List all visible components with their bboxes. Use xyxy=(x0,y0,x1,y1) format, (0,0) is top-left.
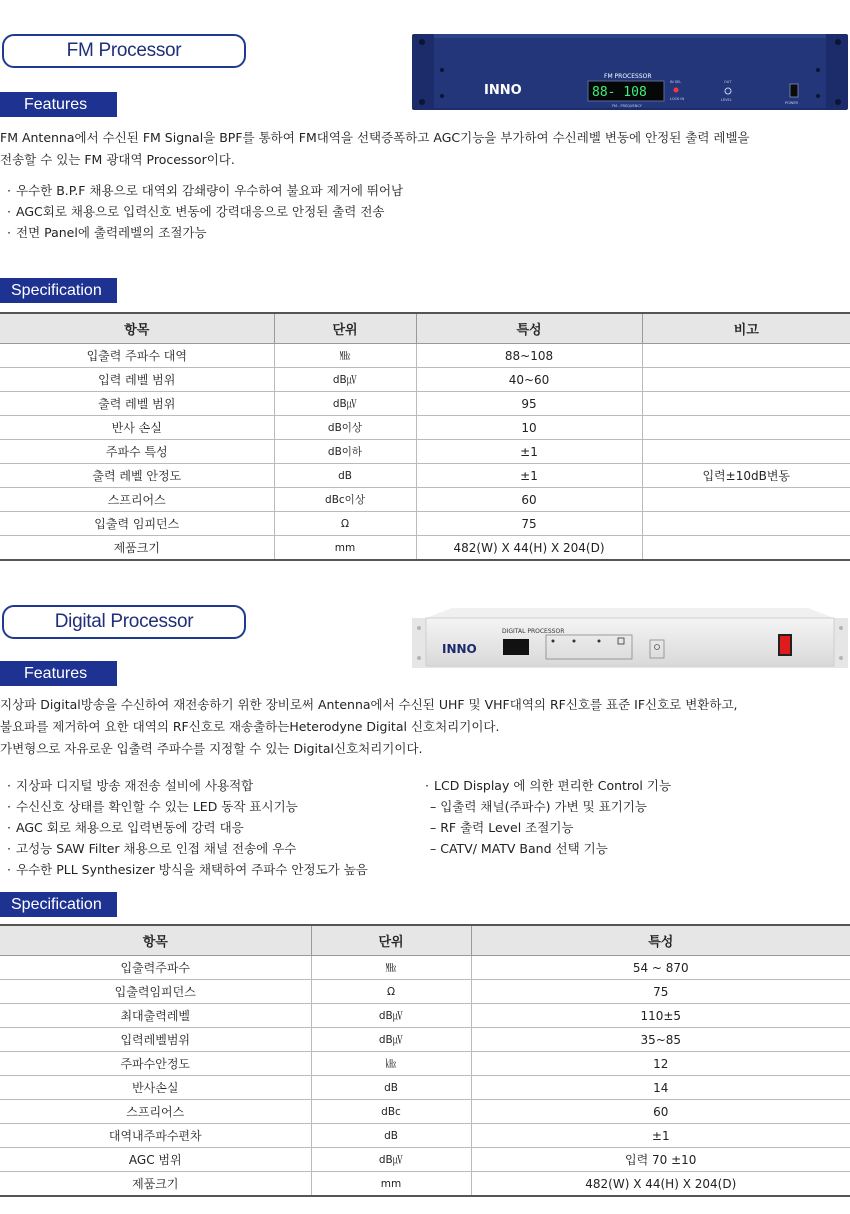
list-item: – CATV/ MATV Band 선택 기능 xyxy=(430,841,608,856)
table-cell: dB㎶ xyxy=(311,1148,471,1172)
column-header: 단위 xyxy=(311,925,471,956)
table-cell: 60 xyxy=(471,1100,850,1124)
table-row xyxy=(0,392,850,416)
table-cell: dB xyxy=(311,1124,471,1148)
table-cell: dB이하 xyxy=(274,440,416,464)
table-cell: 482(W) X 44(H) X 204(D) xyxy=(416,536,642,561)
fm-spec-table xyxy=(0,312,850,561)
table-row xyxy=(0,536,850,561)
table-cell xyxy=(642,440,850,464)
fm-power-switch-icon xyxy=(790,84,798,97)
table-cell: Ω xyxy=(311,980,471,1004)
table-row xyxy=(0,1148,850,1172)
table-row xyxy=(0,1172,850,1197)
table-cell xyxy=(642,536,850,561)
table-cell: 입력레벨범위 xyxy=(0,1028,311,1052)
fm-features-label: Features xyxy=(0,92,117,117)
list-item: · LCD Display 에 의한 편리한 Control 기능 xyxy=(420,775,671,796)
list-item: · 우수한 PLL Synthesizer 방식을 채택하여 주파수 안정도가 높음 xyxy=(2,859,368,880)
table-cell: dB㎶ xyxy=(274,392,416,416)
table-row xyxy=(0,344,850,368)
table-cell: ㎑ xyxy=(311,1052,471,1076)
table-cell: 스프리어스 xyxy=(0,488,274,512)
column-header: 특성 xyxy=(471,925,850,956)
table-row xyxy=(0,1052,850,1076)
fm-power-label: POWER xyxy=(785,101,798,105)
digital-description-line: 지상파 Digital방송을 수신하여 재전송하기 위한 장비로써 Antenna에서 수신된 UHF 및 VHF대역의 RF신호를 표준 IF신호로 변환하고, xyxy=(0,697,738,712)
fm-lock-label: LOCK IN xyxy=(670,97,685,101)
table-cell: 40~60 xyxy=(416,368,642,392)
list-item: · AGC 회로 채용으로 입력변동에 강력 대응 xyxy=(2,817,368,838)
table-cell: 출력 레벨 범위 xyxy=(0,392,274,416)
table-row xyxy=(0,980,850,1004)
table-cell: 88~108 xyxy=(416,344,642,368)
table-cell: 75 xyxy=(471,980,850,1004)
table-cell xyxy=(642,392,850,416)
digital-lcd-display-icon xyxy=(503,639,529,655)
fm-level-label: LEVEL xyxy=(721,98,732,102)
table-cell: 12 xyxy=(471,1052,850,1076)
table-row xyxy=(0,1076,850,1100)
table-cell: dB xyxy=(311,1076,471,1100)
table-row xyxy=(0,1028,850,1052)
table-cell: dB xyxy=(274,464,416,488)
digital-description-line: 불요파를 제거하여 요한 대역의 RF신호로 재송출하는Heterodyne Digital 신호처리기이다. xyxy=(0,719,500,734)
table-cell: 10 xyxy=(416,416,642,440)
table-cell: dB이상 xyxy=(274,416,416,440)
list-item: · 전면 Panel에 출력레벨의 조절가능 xyxy=(2,222,403,243)
digital-features-label: Features xyxy=(0,661,117,686)
table-cell: 14 xyxy=(471,1076,850,1100)
column-header: 비고 xyxy=(642,313,850,344)
list-item: · AGC회로 채용으로 입력신호 변동에 강력대응으로 안정된 출력 전송 xyxy=(2,201,403,222)
table-row xyxy=(0,512,850,536)
fm-description-line: 전송할 수 있는 FM 광대역 Processor이다. xyxy=(0,152,235,167)
column-header: 특성 xyxy=(416,313,642,344)
list-item: · 고성능 SAW Filter 채용으로 인접 채널 전송에 우수 xyxy=(2,838,368,859)
table-cell: 입출력 주파수 대역 xyxy=(0,344,274,368)
table-cell: dB㎶ xyxy=(274,368,416,392)
table-cell: 대역내주파수편차 xyxy=(0,1124,311,1148)
table-row xyxy=(0,1004,850,1028)
fm-panel-title: FM PROCESSOR xyxy=(604,73,652,80)
table-cell xyxy=(642,416,850,440)
table-row xyxy=(0,416,850,440)
table-cell: 입출력 임피던스 xyxy=(0,512,274,536)
table-cell xyxy=(642,488,850,512)
table-cell: 최대출력레벨 xyxy=(0,1004,311,1028)
table-cell: 스프리어스 xyxy=(0,1100,311,1124)
table-cell: ㎒ xyxy=(274,344,416,368)
table-row xyxy=(0,488,850,512)
table-row xyxy=(0,1124,850,1148)
table-cell: 95 xyxy=(416,392,642,416)
table-cell xyxy=(642,344,850,368)
table-cell: 35~85 xyxy=(471,1028,850,1052)
fm-logo: INNO xyxy=(484,83,522,98)
table-header-row xyxy=(0,925,850,956)
table-cell: dB㎶ xyxy=(311,1004,471,1028)
fm-description xyxy=(0,127,750,171)
table-cell: 482(W) X 44(H) X 204(D) xyxy=(471,1172,850,1197)
table-cell: dBc xyxy=(311,1100,471,1124)
column-header: 항목 xyxy=(0,313,274,344)
digital-panel-title: DIGITAL PROCESSOR xyxy=(502,628,565,635)
table-cell: 반사손실 xyxy=(0,1076,311,1100)
table-cell: dBc이상 xyxy=(274,488,416,512)
table-cell: ±1 xyxy=(416,440,642,464)
fm-spec-label: Specification xyxy=(0,278,117,303)
column-header: 항목 xyxy=(0,925,311,956)
column-header: 단위 xyxy=(274,313,416,344)
table-row xyxy=(0,956,850,980)
digital-power-switch-icon xyxy=(780,636,790,654)
digital-description xyxy=(0,694,738,760)
list-item: – RF 출력 Level 조절기능 xyxy=(430,820,574,835)
digital-bullet-list-right xyxy=(420,775,671,859)
table-cell: ㎒ xyxy=(311,956,471,980)
list-item: · 우수한 B.P.F 채용으로 대역외 감쇄량이 우수하여 불요파 제거에 뛰어남 xyxy=(2,180,403,201)
fm-frequency-display: 88- 108 xyxy=(592,85,647,100)
table-cell: mm xyxy=(274,536,416,561)
table-cell: 75 xyxy=(416,512,642,536)
fm-led-label: IN SEL xyxy=(670,80,682,84)
digital-spec-label: Specification xyxy=(0,892,117,917)
table-cell: ±1 xyxy=(471,1124,850,1148)
table-cell: 출력 레벨 안정도 xyxy=(0,464,274,488)
table-cell: 입력±10dB변동 xyxy=(642,464,850,488)
table-cell: ±1 xyxy=(416,464,642,488)
list-item: – 입출력 채널(주파수) 가변 및 표기기능 xyxy=(430,799,647,814)
table-row xyxy=(0,368,850,392)
table-cell xyxy=(642,368,850,392)
list-item: · 수신신호 상태를 확인할 수 있는 LED 동작 표시기능 xyxy=(2,796,368,817)
table-cell xyxy=(642,512,850,536)
digital-bullet-list-left xyxy=(2,775,368,880)
table-cell: 54 ~ 870 xyxy=(471,956,850,980)
digital-spec-table xyxy=(0,924,850,1197)
table-cell: 주파수 특성 xyxy=(0,440,274,464)
table-cell: 주파수안정도 xyxy=(0,1052,311,1076)
digital-description-line: 가변형으로 자유로운 입출력 주파수를 지정할 수 있는 Digital신호처리기이다. xyxy=(0,741,423,756)
list-item: · 지상파 디지털 방송 재전송 설비에 사용적합 xyxy=(2,775,368,796)
fm-description-line: FM Antenna에서 수신된 FM Signal을 BPF를 통하여 FM대역을 선택증폭하고 AGC기능을 부가하여 수신레벨 변동에 안정된 출력 레벨을 xyxy=(0,130,750,145)
table-cell: 제품크기 xyxy=(0,536,274,561)
table-cell: AGC 범위 xyxy=(0,1148,311,1172)
table-row xyxy=(0,464,850,488)
table-cell: 반사 손실 xyxy=(0,416,274,440)
fm-out-label: OUT xyxy=(724,80,732,84)
table-header-row xyxy=(0,313,850,344)
digital-logo: INNO xyxy=(442,642,477,656)
table-cell: Ω xyxy=(274,512,416,536)
table-cell: 입출력임피던스 xyxy=(0,980,311,1004)
fm-led-icon xyxy=(674,88,679,93)
digital-section-title: Digital Processor xyxy=(2,605,246,639)
table-row xyxy=(0,440,850,464)
fm-sub-label: FM - FREQUENCY xyxy=(612,104,642,108)
fm-section-title: FM Processor xyxy=(2,34,246,68)
table-row xyxy=(0,1100,850,1124)
fm-processor-device-image xyxy=(412,34,848,110)
table-cell: 입력 70 ±10 xyxy=(471,1148,850,1172)
table-cell: 입력 레벨 범위 xyxy=(0,368,274,392)
digital-processor-device-image xyxy=(412,606,848,668)
table-cell: 제품크기 xyxy=(0,1172,311,1197)
fm-bullet-list xyxy=(2,180,403,243)
table-cell: 60 xyxy=(416,488,642,512)
table-cell: dB㎶ xyxy=(311,1028,471,1052)
table-cell: 입출력주파수 xyxy=(0,956,311,980)
table-cell: mm xyxy=(311,1172,471,1197)
table-cell: 110±5 xyxy=(471,1004,850,1028)
